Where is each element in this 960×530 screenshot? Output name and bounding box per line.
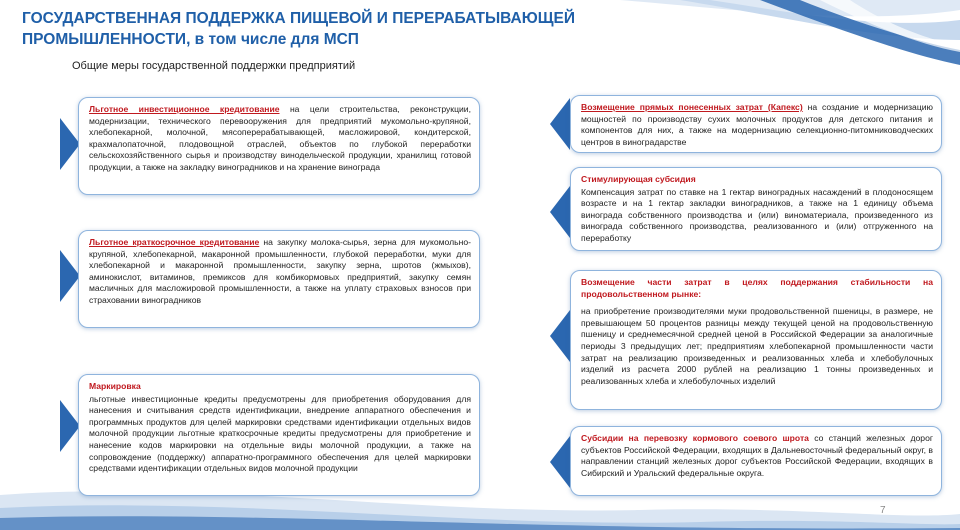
arrow-left-icon xyxy=(550,98,570,150)
support-card-capex xyxy=(570,95,942,153)
card-heading: Льготное инвестиционное кредитование xyxy=(89,104,280,114)
card-heading: Возмещение части затрат в целях поддержания стабильности на продовольственном рынке: xyxy=(581,277,933,299)
support-card-labeling xyxy=(78,374,480,496)
support-card-short-term-credit xyxy=(78,230,480,328)
card-heading: Маркировка xyxy=(89,381,141,391)
arrow-left-icon xyxy=(550,436,570,488)
arrow-left-icon xyxy=(550,186,570,238)
card-text: льготные инвестиционные кредиты предусмотрены для приобретения оборудования для нанесения и считывания средств идентификации, внедрение аппаратного обеспечения и программных продуктов для целей маркировки средствами идентификации отдельных видов молочной продукции льготные краткосрочные кредиты предусмотрены для приобретение и нанесение кодов маркировки на отдельные виды молочной продукции, а также на сопровождение (поддержку) аппаратно-программного обеспечения для целей маркировки средствами идентификации отдельных видов молочной продукции xyxy=(89,393,471,474)
support-card-investment-credit xyxy=(78,97,480,195)
card-text: на закупку молока-сырья, зерна для мукомольно-крупяной, хлебопекарной, макаронной промышленности, глубокой переработки, муки для хлебопекарной и макаронной промышленности, закупку зерна, шротов (жмыхов), аминокислот, витаминов, премиксов для комбикормовых предприятий, закупку семян масличных для масложировой промышленности, а также на уплату страховых взносов при страховании виноградников xyxy=(89,237,471,305)
card-heading: Возмещение прямых понесенных затрат (Капекс) xyxy=(581,102,803,112)
card-text: на создание и модернизацию мощностей по производству сухих молочных продуктов для детского питания и компонентов для них, а также на модернизацию селекционно-питомниководческих центров в виноградарстве xyxy=(581,102,933,147)
arrow-left-icon xyxy=(550,310,570,362)
support-card-stimulating-subsidy xyxy=(570,167,942,251)
card-text: на цели строительства, реконструкции, модернизации, технического перевооружения для предприятий мукомольно-крупяной, хлебопекарной, молочной, мясоперерабатывающей, масложировой, кондитерской, крахмалопаточной, плодовощной отраслей, объектов по глубокой переработки сельскохозяйственного сырья и производству винодельческой продукции, хранилищ готовой продукции, а также на закладку виноградников и на хранение винограда xyxy=(89,104,471,172)
card-heading: Льготное краткосрочное кредитование xyxy=(89,237,260,247)
page-title-line2: ПРОМЫШЛЕННОСТИ, в том числе для МСП xyxy=(22,31,359,48)
card-heading: Стимулирующая субсидия xyxy=(581,174,696,184)
page-title xyxy=(22,8,642,50)
card-text: на приобретение производителями муки продовольственной пшеницы, в размере, не превышающем 50 процентов разницы между текущей ценой на продовольственную пшеницу и среднемесячной средней ценой в Российской Федерации за аналогичные периоды 3 предыдущих лет; предприятиям хлебопекарной промышленности части затрат на реализацию произведенных и реализованных хлеба и хлебобулочных изделий из расчета 2000 рублей на реализацию 1 тонны произведенных и реализованных хлеба и хлебобулочных изделий xyxy=(581,306,933,386)
card-heading: Субсидии на перевозку кормового соевого шрота xyxy=(581,433,809,443)
page-number: 7 xyxy=(880,505,886,516)
page-subtitle: Общие меры государственной поддержки предприятий xyxy=(72,60,356,72)
card-text: со станций железных дорог субъектов Российской Федерации, входящих в Дальневосточный федеральный округ, в направлении станций железных дорог субъектов Российской Федерации, входящих в Сибирский и Уральский федеральные округа. xyxy=(581,433,933,478)
arrow-right-icon xyxy=(60,250,80,302)
arrow-right-icon xyxy=(60,118,80,170)
support-card-soy-meal-transport xyxy=(570,426,942,496)
card-text: Компенсация затрат по ставке на 1 гектар виноградных насаждений в плодоносящем возрасте и на 1 гектар закладки виноградников, а также на 1 единицу объема винограда собственного производства и (или) виноматериала, произведенного из винограда собственного производства, реализованного и (или) отгруженного на переработку xyxy=(581,186,933,243)
page-title-line1: ГОСУДАРСТВЕННАЯ ПОДДЕРЖКА ПИЩЕВОЙ И ПЕРЕРАБАТЫВАЮЩЕЙ xyxy=(22,10,576,27)
support-card-market-stability xyxy=(570,270,942,410)
arrow-right-icon xyxy=(60,400,80,452)
